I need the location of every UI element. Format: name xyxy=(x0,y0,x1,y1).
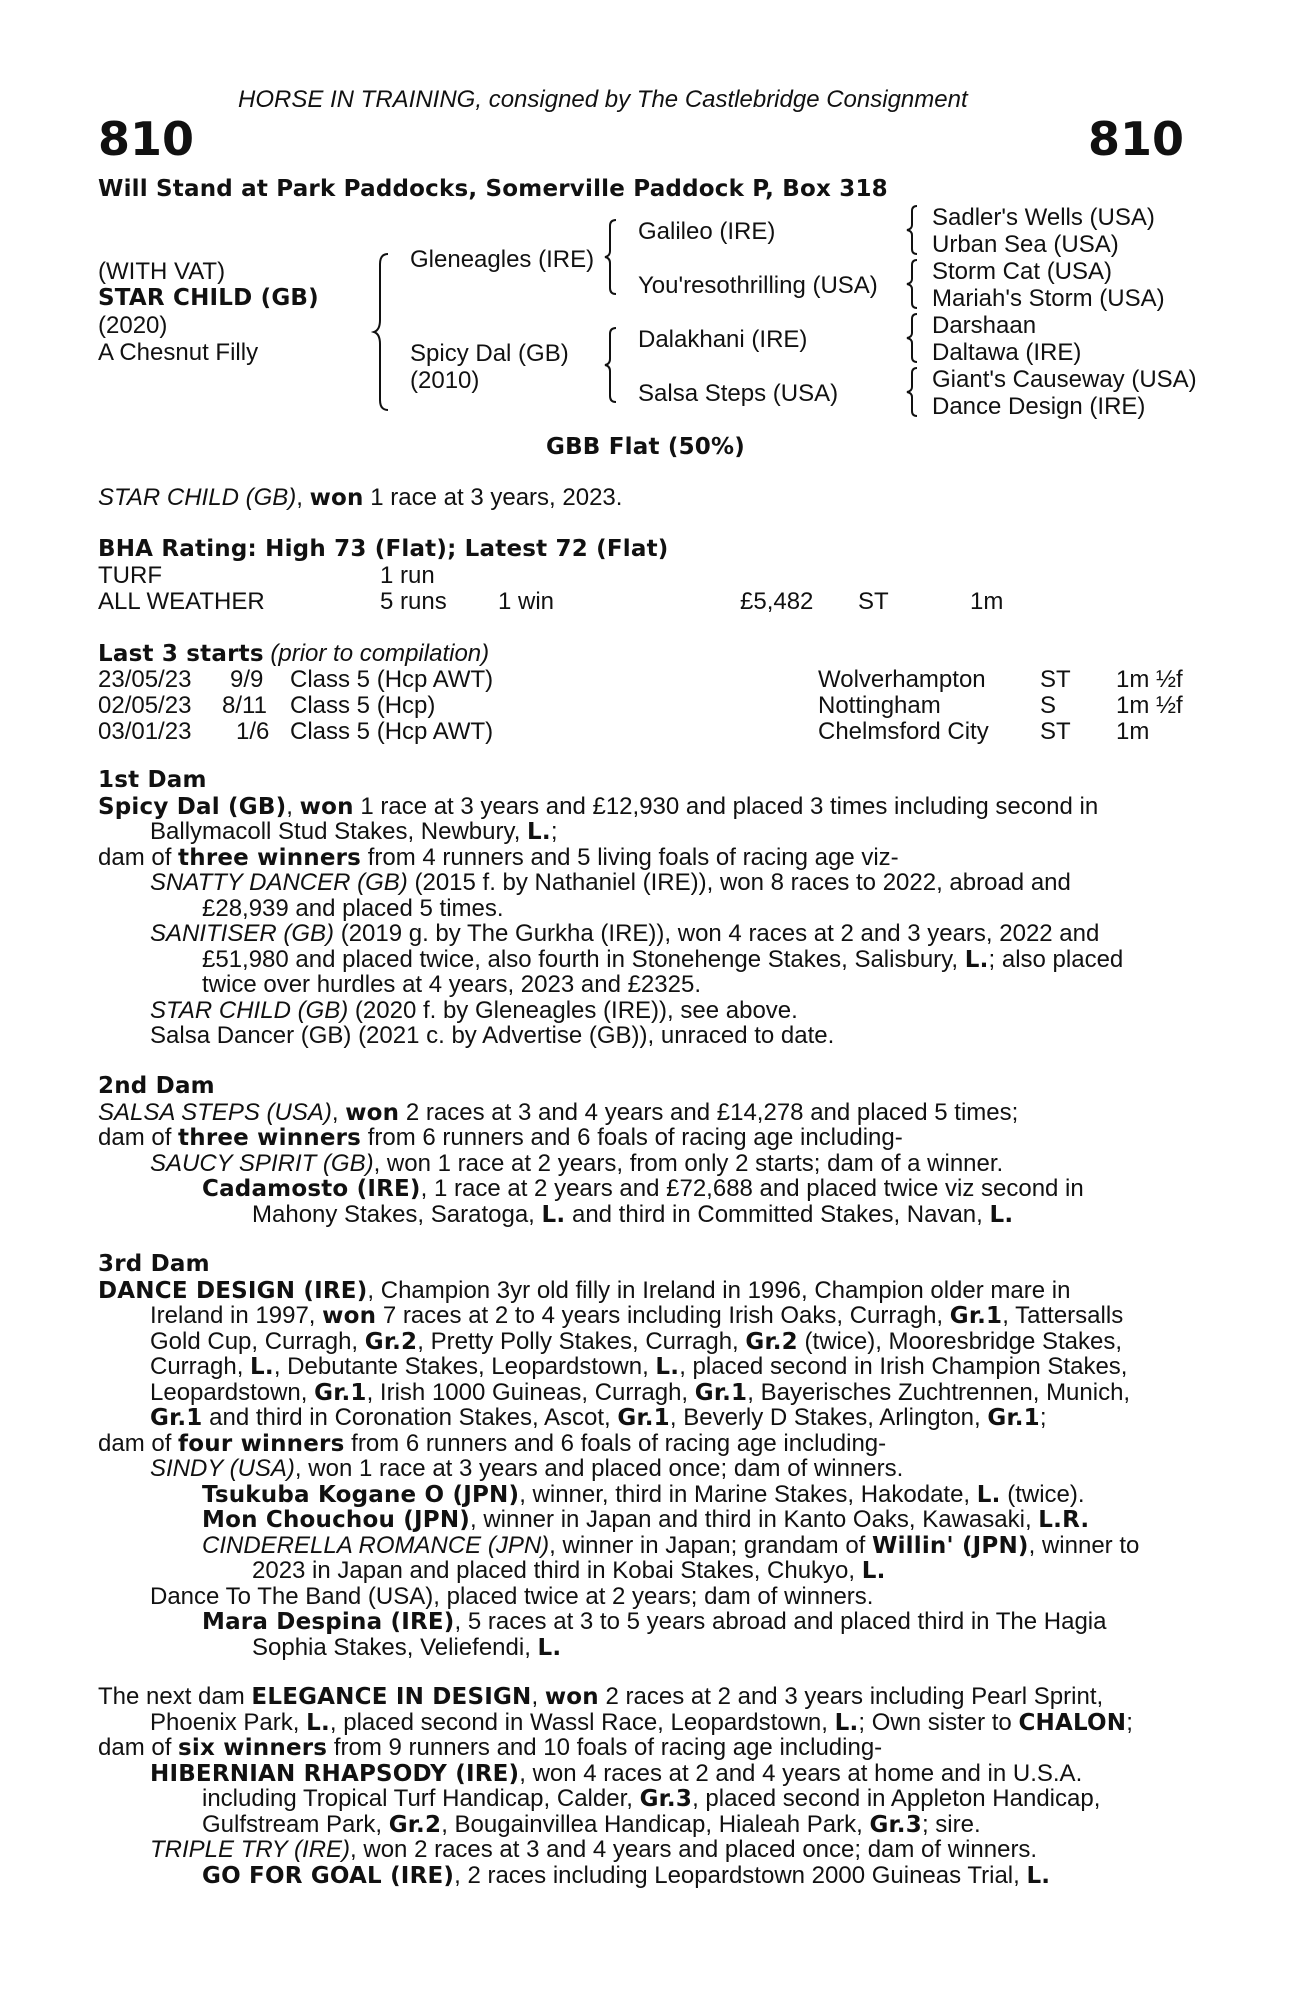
text-segment: (twice). xyxy=(1000,1480,1085,1508)
text-segment: , won 2 races at 3 and 4 years and placed once; dam of winners. xyxy=(350,1836,1038,1863)
text-line xyxy=(98,1278,1070,1305)
text-segment: ; xyxy=(1126,1708,1133,1736)
text-segment: , xyxy=(286,792,300,820)
start-row xyxy=(98,692,1208,718)
produce-name: SNATTY DANCER (GB) xyxy=(150,869,408,896)
gbb-status: GBB Flat (50%) xyxy=(546,434,745,460)
start-distance: 1m ½f xyxy=(1116,666,1183,693)
text-segment: including Tropical Turf Handicap, Calder, xyxy=(202,1785,640,1812)
text-segment: four winners xyxy=(178,1430,345,1457)
produce-name: SANITISER (GB) xyxy=(150,920,335,947)
start-going: ST xyxy=(1040,718,1071,745)
text-line xyxy=(150,1380,1130,1407)
text-segment: dam of xyxy=(98,1429,179,1457)
text-line xyxy=(202,1863,1050,1890)
text-segment: Dance To The Band (USA), placed twice at 2 years; dam of winners. xyxy=(150,1582,874,1610)
text-segment: Gr.2 xyxy=(364,1328,418,1355)
text-segment: ; also placed xyxy=(988,945,1124,973)
pedigree-brace-main xyxy=(372,252,392,412)
text-segment: , won 4 races at 2 and 4 years at home and in U.S.A. xyxy=(519,1759,1083,1787)
text-segment: TRIPLE TRY (IRE) xyxy=(150,1836,351,1863)
text-segment: , winner to xyxy=(1028,1531,1140,1559)
pedigree-dam-year: (2010) xyxy=(410,367,480,394)
start-class: Class 5 (Hcp AWT) xyxy=(290,718,494,745)
produce-name: STAR CHILD (GB) xyxy=(150,996,349,1024)
pedigree-brace-dd xyxy=(906,366,920,418)
text-segment: Gr.1 xyxy=(617,1405,670,1431)
pedigree-brace-dam xyxy=(604,326,620,404)
text-segment: Mon Chouchou (JPN) xyxy=(202,1507,470,1533)
horse-year: (2020) xyxy=(98,312,168,339)
text-segment: (2020 f. by Gleneagles (IRE)), see above. xyxy=(348,996,798,1024)
last-starts-heading: Last 3 starts xyxy=(98,641,264,667)
third-dam-heading: 3rd Dam xyxy=(98,1251,210,1277)
text-segment: L. xyxy=(989,1201,1014,1228)
start-course: Chelmsford City xyxy=(818,718,989,745)
text-line xyxy=(252,1635,561,1662)
text-segment: , Bougainvillea Handicap, Hialeah Park, xyxy=(441,1810,870,1838)
pedigree-ddd: Dance Design (IRE) xyxy=(932,393,1146,420)
text-segment: L. xyxy=(527,819,551,845)
text-segment: three winners xyxy=(178,844,362,871)
stabling-location: Will Stand at Park Paddocks, Somerville Paddock P, Box 318 xyxy=(98,176,888,202)
text-line xyxy=(98,794,1098,821)
text-segment: GO FOR GOAL (IRE) xyxy=(202,1862,455,1889)
rating-surface: ALL WEATHER xyxy=(98,588,265,615)
text-segment: dam of xyxy=(98,843,179,871)
text-line xyxy=(252,1202,1013,1229)
text-segment: Gr.3 xyxy=(639,1786,693,1812)
text-segment: won xyxy=(322,1303,377,1329)
text-segment: won xyxy=(345,1099,400,1126)
text-segment: Gold Cup, Curragh, xyxy=(150,1327,365,1355)
summary-won: won xyxy=(309,485,364,511)
text-segment: six winners xyxy=(178,1735,328,1761)
text-segment: Leopardstown, xyxy=(150,1378,315,1406)
pedigree-ssd: Urban Sea (USA) xyxy=(932,231,1119,258)
text-segment: SAUCY SPIRIT (GB) xyxy=(150,1149,374,1177)
text-line xyxy=(98,1684,1103,1711)
text-segment: (2015 f. by Nathaniel (IRE)), won 8 races to 2022, abroad and xyxy=(407,869,1071,896)
second-dam-heading: 2nd Dam xyxy=(98,1073,215,1099)
text-segment: SINDY (USA) xyxy=(150,1455,295,1482)
summary-horse-name: STAR CHILD (GB) xyxy=(98,484,297,511)
text-line xyxy=(252,1558,886,1585)
text-segment: , placed second in Irish Champion Stakes, xyxy=(679,1353,1128,1380)
text-segment: £28,939 and placed 5 times. xyxy=(202,894,504,922)
pedigree-sire: Gleneagles (IRE) xyxy=(410,246,595,273)
pedigree-dam-dam: Salsa Steps (USA) xyxy=(638,380,839,407)
start-position: 9/9 xyxy=(230,666,264,693)
pedigree-sire-dam: You'resothrilling (USA) xyxy=(638,272,878,299)
text-segment: , Champion 3yr old filly in Ireland in 1996, Champion older mare in xyxy=(367,1276,1071,1304)
start-row xyxy=(98,718,1208,744)
text-segment: , Irish 1000 Guineas, Curragh, xyxy=(366,1378,695,1406)
start-going: S xyxy=(1040,692,1057,719)
start-position: 1/6 xyxy=(236,718,270,745)
catalogue-header: HORSE IN TRAINING, consigned by The Castlebridge Consignment xyxy=(238,86,968,113)
text-segment: , Beverly D Stakes, Arlington, xyxy=(669,1404,988,1431)
text-segment: (2019 g. by The Gurkha (IRE)), won 4 races at 2 and 3 years, 2022 and xyxy=(334,920,1100,947)
text-segment: won xyxy=(544,1684,599,1710)
text-segment: Ireland in 1997, xyxy=(150,1302,323,1329)
text-segment: L. xyxy=(306,1709,330,1736)
pedigree-brace-sd xyxy=(906,258,920,310)
text-segment: , winner in Japan and third in Kanto Oaks, Kawasaki, xyxy=(469,1506,1039,1533)
pedigree-sss: Sadler's Wells (USA) xyxy=(932,204,1155,231)
text-segment: CINDERELLA ROMANCE (JPN) xyxy=(202,1531,550,1559)
text-line xyxy=(150,1710,1133,1737)
text-segment: ; xyxy=(550,818,558,845)
pedigree-dss: Darshaan xyxy=(932,312,1037,339)
text-segment: , 1 race at 2 years and £72,688 and placed twice viz second in xyxy=(420,1175,1084,1202)
text-segment: 2 races at 2 and 3 years including Pearl Sprint, xyxy=(598,1683,1104,1710)
text-segment: , Bayerisches Zuchtrennen, Munich, xyxy=(747,1378,1131,1406)
last-starts-title xyxy=(98,640,489,668)
text-segment: Cadamosto (IRE) xyxy=(202,1176,421,1202)
pedigree-brace-sire xyxy=(604,218,620,296)
text-line xyxy=(150,1837,1037,1863)
text-segment: Gr.3 xyxy=(869,1811,922,1838)
text-segment: , placed second in Wassl Race, Leopardstown, xyxy=(329,1708,835,1736)
text-segment: L. xyxy=(834,1709,859,1736)
text-segment: Gr.2 xyxy=(745,1328,798,1355)
start-class: Class 5 (Hcp) xyxy=(290,692,436,719)
dam-name: Spicy Dal (GB) xyxy=(98,793,287,820)
race-summary: STAR CHILD (GB), won 1 race at 3 years, 2023. xyxy=(98,484,623,511)
first-dam-heading: 1st Dam xyxy=(98,767,207,793)
horse-name: STAR CHILD (GB) xyxy=(98,285,319,311)
text-line xyxy=(150,1303,1123,1330)
text-segment: ELEGANCE IN DESIGN xyxy=(251,1684,532,1710)
start-going: ST xyxy=(1040,666,1071,693)
text-line xyxy=(150,819,558,846)
rating-going: ST xyxy=(858,588,889,615)
text-line xyxy=(98,1100,1018,1127)
pedigree-sdd: Mariah's Storm (USA) xyxy=(932,285,1165,312)
start-distance: 1m xyxy=(1116,718,1150,745)
pedigree-sds: Storm Cat (USA) xyxy=(932,258,1113,285)
text-segment: from 6 runners and 6 foals of racing age including- xyxy=(361,1124,903,1151)
text-segment: 1 race at 3 years and £12,930 and placed 3 times including second in xyxy=(353,792,1099,820)
text-segment: L. xyxy=(976,1481,1001,1508)
text-segment: twice over hurdles at 4 years, 2023 and £2325. xyxy=(202,971,701,998)
text-segment: DANCE DESIGN (IRE) xyxy=(98,1277,368,1304)
text-segment: L. xyxy=(964,946,989,973)
text-line xyxy=(202,1812,981,1839)
text-segment: Gr.1 xyxy=(314,1379,367,1406)
text-segment: 2 races at 3 and 4 years and £14,278 and placed 5 times; xyxy=(399,1098,1019,1126)
start-distance: 1m ½f xyxy=(1116,692,1183,719)
pedigree-dam-sire: Dalakhani (IRE) xyxy=(638,326,808,353)
text-line xyxy=(202,947,1123,974)
vat-note: (WITH VAT) xyxy=(98,258,226,285)
text-segment: three winners xyxy=(178,1125,362,1151)
text-segment: , winner in Japan; grandam of xyxy=(549,1531,873,1559)
text-segment: dam of xyxy=(98,1124,179,1151)
pedigree-brace-ds xyxy=(906,312,920,364)
text-segment: Curragh, xyxy=(150,1353,251,1380)
lot-number-left: 810 xyxy=(98,112,195,166)
text-segment: from 6 runners and 6 foals of racing age including- xyxy=(344,1429,887,1457)
rating-runs: 1 run xyxy=(380,562,435,589)
text-segment: from 9 runners and 10 foals of racing age including- xyxy=(327,1734,883,1761)
pedigree-dam: Spicy Dal (GB) xyxy=(410,340,569,367)
text-segment: Tsukuba Kogane O (JPN) xyxy=(202,1481,520,1508)
last-starts-note: (prior to compilation) xyxy=(263,640,490,667)
text-segment: from 4 runners and 5 living foals of racing age viz- xyxy=(361,843,899,871)
rating-wins: 1 win xyxy=(498,588,555,615)
text-segment: ; sire. xyxy=(921,1810,981,1838)
text-line xyxy=(98,1125,903,1152)
rating-prize: £5,482 xyxy=(740,588,814,615)
text-segment: L. xyxy=(1026,1862,1051,1889)
text-segment: The next dam xyxy=(98,1683,252,1710)
start-date: 03/01/23 xyxy=(98,718,192,745)
text-segment: Ballymacoll Stud Stakes, Newbury, xyxy=(150,818,528,845)
text-segment: Gr.1 xyxy=(694,1379,748,1406)
text-segment: , winner, third in Marine Stakes, Hakodate, xyxy=(519,1480,977,1508)
text-segment: , won 1 race at 3 years and placed once; dam of winners. xyxy=(294,1455,904,1482)
text-line xyxy=(202,1533,1139,1560)
text-segment: and third in Coronation Stakes, Ascot, xyxy=(202,1404,618,1431)
start-date: 23/05/23 xyxy=(98,666,192,693)
pedigree-dsd: Daltawa (IRE) xyxy=(932,339,1082,366)
lot-number-right: 810 xyxy=(1088,112,1185,166)
text-segment: ; Own sister to xyxy=(858,1708,1019,1736)
text-segment: Gr.1 xyxy=(949,1303,1003,1329)
text-segment: Mara Despina (IRE) xyxy=(202,1609,455,1635)
text-line xyxy=(150,1151,1003,1177)
rating-row-turf xyxy=(98,562,1208,588)
start-position: 8/11 xyxy=(222,692,267,719)
text-segment: , xyxy=(331,1098,346,1126)
text-line xyxy=(150,1456,903,1482)
text-segment: CHALON xyxy=(1018,1709,1127,1736)
text-segment: dam of xyxy=(98,1734,179,1761)
text-line xyxy=(150,1329,1122,1356)
text-segment: Gulfstream Park, xyxy=(202,1810,389,1838)
text-line xyxy=(150,998,798,1024)
text-segment: ; xyxy=(1039,1404,1047,1431)
rating-runs: 5 runs xyxy=(380,588,447,615)
start-date: 02/05/23 xyxy=(98,692,192,719)
rating-surface: TURF xyxy=(98,562,162,589)
text-segment: , 2 races including Leopardstown 2000 Guineas Trial, xyxy=(454,1861,1027,1889)
pedigree-sire-sire: Galileo (IRE) xyxy=(638,218,776,245)
produce-entry: Salsa Dancer (GB) (2021 c. by Advertise (GB)), unraced to date. xyxy=(150,1022,835,1049)
text-line xyxy=(202,1507,1089,1534)
text-segment: , 5 races at 3 to 5 years abroad and placed third in The Hagia xyxy=(454,1608,1107,1635)
text-line xyxy=(98,1431,886,1458)
text-segment: , won 1 race at 2 years, from only 2 starts; dam of a winner. xyxy=(373,1149,1004,1177)
text-segment: Gr.2 xyxy=(388,1811,442,1838)
rating-distance: 1m xyxy=(970,588,1004,615)
text-segment: , Pretty Polly Stakes, Curragh, xyxy=(417,1327,746,1355)
text-line xyxy=(202,1786,1100,1813)
text-segment: 7 races at 2 to 4 years including Irish Oaks, Curragh, xyxy=(376,1302,950,1329)
text-line xyxy=(150,1405,1047,1432)
start-class: Class 5 (Hcp AWT) xyxy=(290,666,494,693)
text-segment: £51,980 and placed twice, also fourth in Stonehenge Stakes, Salisbury, xyxy=(202,945,965,973)
text-segment: 2023 in Japan and placed third in Kobai Stakes, Chukyo, xyxy=(252,1557,862,1584)
summary-rest: 1 race at 3 years, 2023. xyxy=(363,484,623,511)
start-course: Nottingham xyxy=(818,692,941,719)
start-course: Wolverhampton xyxy=(818,666,986,693)
text-segment: Mahony Stakes, Saratoga, xyxy=(252,1200,542,1228)
text-segment: and third in Committed Stakes, Navan, xyxy=(565,1200,990,1228)
text-segment: SALSA STEPS (USA) xyxy=(98,1098,332,1126)
text-line xyxy=(202,1609,1106,1636)
text-line xyxy=(202,1482,1085,1509)
text-segment: L. xyxy=(250,1354,274,1380)
text-segment: Sophia Stakes, Veliefendi, xyxy=(252,1633,538,1661)
text-segment: Gr.1 xyxy=(987,1405,1040,1431)
bha-rating-title: BHA Rating: High 73 (Flat); Latest 72 (Flat) xyxy=(98,536,669,562)
text-segment: , Debutante Stakes, Leopardstown, xyxy=(273,1353,656,1380)
text-line xyxy=(98,845,899,872)
text-segment: L. xyxy=(655,1354,680,1380)
text-segment: (twice), Mooresbridge Stakes, xyxy=(797,1327,1122,1355)
text-segment: L. xyxy=(537,1634,562,1661)
text-line xyxy=(150,1354,1127,1381)
rating-row-all-weather xyxy=(98,588,1208,614)
text-line xyxy=(150,921,1099,947)
text-segment: , xyxy=(531,1683,545,1710)
horse-description: A Chesnut Filly xyxy=(98,339,259,366)
text-segment: Gr.1 xyxy=(150,1405,203,1431)
text-line xyxy=(202,1176,1084,1203)
text-line xyxy=(98,1735,882,1762)
start-row xyxy=(98,666,1208,692)
pedigree-brace-ss xyxy=(906,204,920,256)
text-segment: won xyxy=(299,793,354,820)
text-segment: HIBERNIAN RHAPSODY (IRE) xyxy=(150,1760,520,1787)
text-segment: L. xyxy=(861,1558,886,1584)
text-segment: , Tattersalls xyxy=(1002,1302,1124,1329)
text-segment: Willin' (JPN) xyxy=(872,1532,1029,1559)
pedigree-dds: Giant's Causeway (USA) xyxy=(932,366,1197,393)
text-segment: L. xyxy=(541,1201,566,1228)
text-segment: , placed second in Appleton Handicap, xyxy=(692,1785,1101,1812)
text-segment: L.R. xyxy=(1038,1507,1090,1533)
text-line xyxy=(150,1761,1082,1788)
text-line xyxy=(150,870,1071,896)
text-segment: Phoenix Park, xyxy=(150,1708,307,1736)
